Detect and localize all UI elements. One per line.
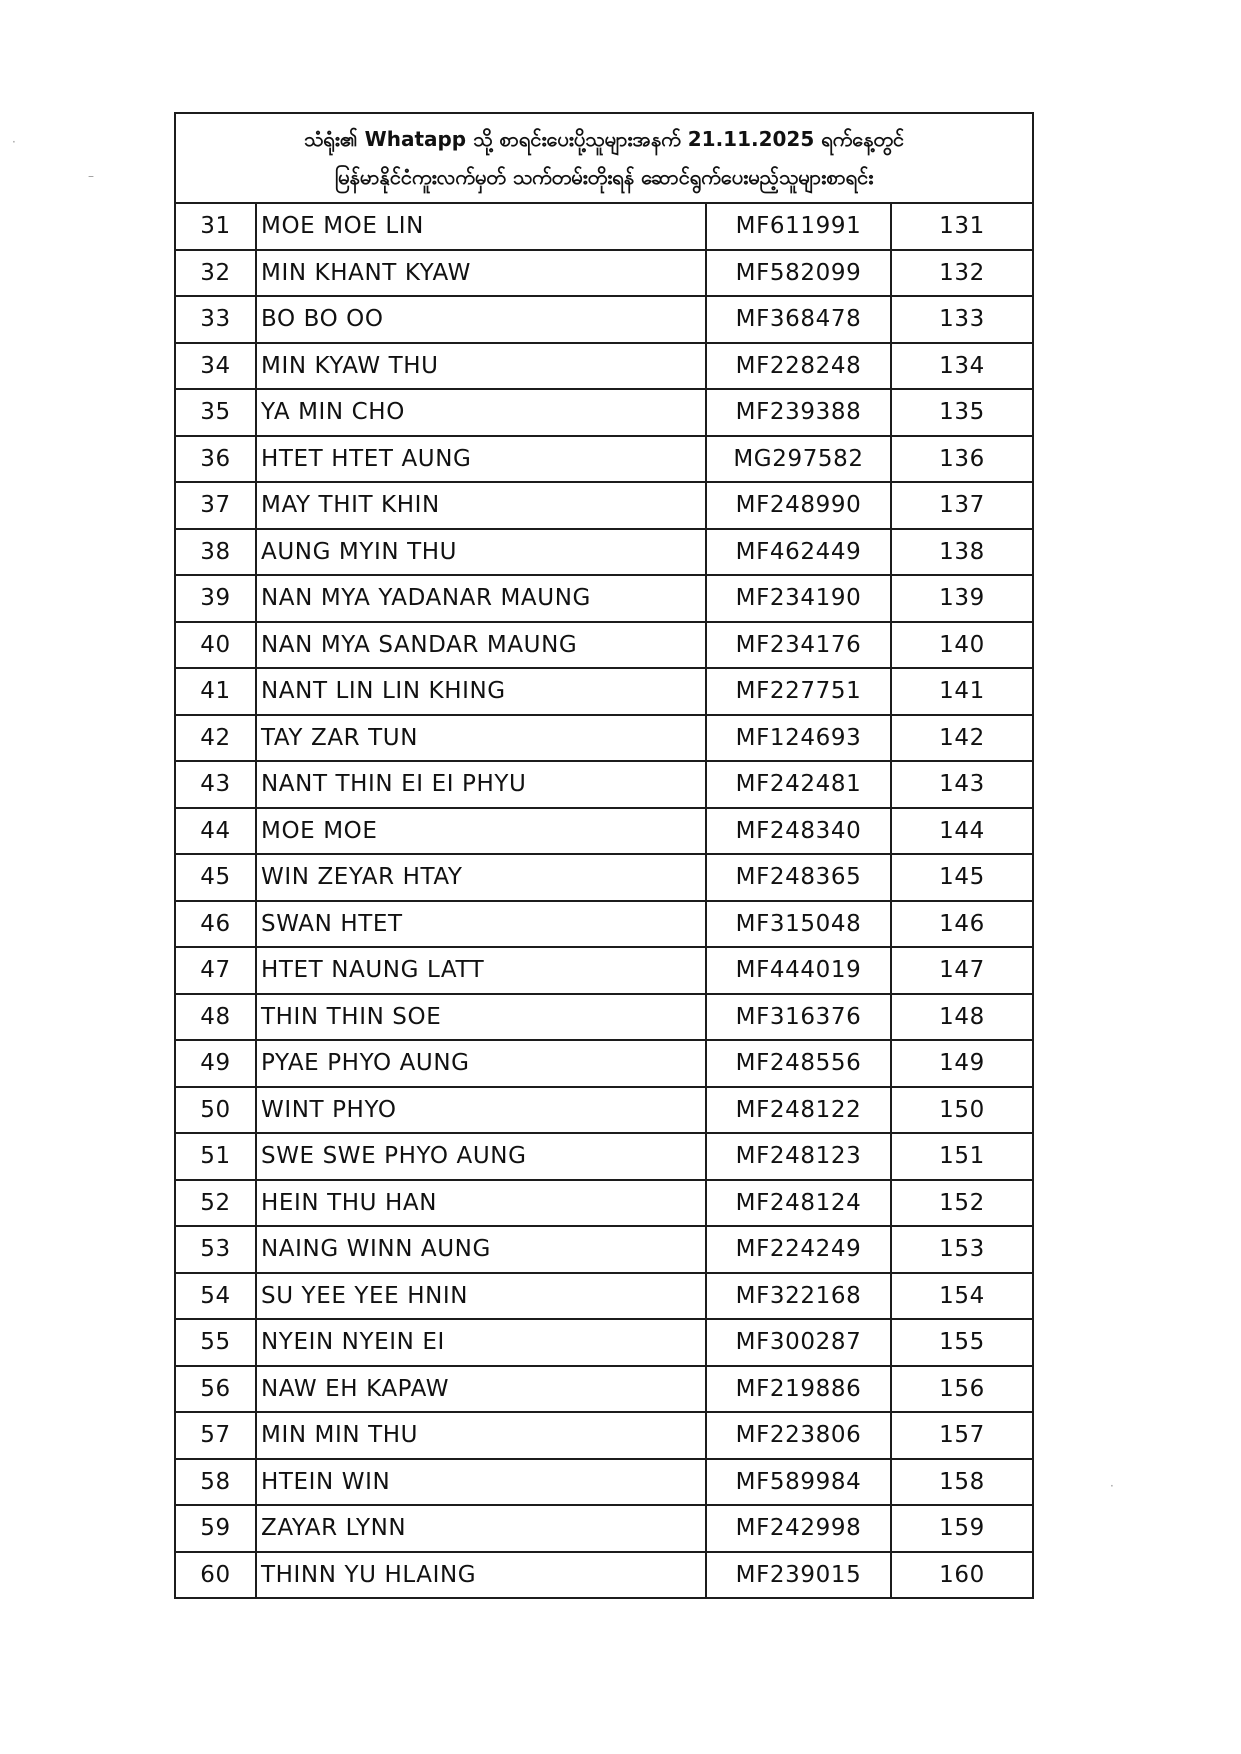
sequence-number: 147 <box>891 947 1033 994</box>
applicant-name: WIN ZEYAR HTAY <box>256 854 706 901</box>
row-number: 40 <box>175 622 256 669</box>
sequence-number: 146 <box>891 901 1033 948</box>
applicant-name: HEIN THU HAN <box>256 1180 706 1227</box>
row-number: 52 <box>175 1180 256 1227</box>
passport-number: MF322168 <box>706 1273 891 1320</box>
passport-number: MF444019 <box>706 947 891 994</box>
applicant-name: SU YEE YEE HNIN <box>256 1273 706 1320</box>
sequence-number: 160 <box>891 1552 1033 1599</box>
applicant-name: MIN KYAW THU <box>256 343 706 390</box>
applicant-name: HTET HTET AUNG <box>256 436 706 483</box>
applicant-name: MIN MIN THU <box>256 1412 706 1459</box>
row-number: 48 <box>175 994 256 1041</box>
passport-number: MF462449 <box>706 529 891 576</box>
passport-number: MF228248 <box>706 343 891 390</box>
sequence-number: 153 <box>891 1226 1033 1273</box>
sequence-number: 145 <box>891 854 1033 901</box>
table-row <box>175 343 1033 390</box>
applicant-name: NANT THIN EI EI PHYU <box>256 761 706 808</box>
passport-number: MF234190 <box>706 575 891 622</box>
sequence-number: 151 <box>891 1133 1033 1180</box>
row-number: 60 <box>175 1552 256 1599</box>
sequence-number: 159 <box>891 1505 1033 1552</box>
row-number: 51 <box>175 1133 256 1180</box>
table-row <box>175 901 1033 948</box>
passport-number: MF316376 <box>706 994 891 1041</box>
sequence-number: 154 <box>891 1273 1033 1320</box>
sequence-number: 141 <box>891 668 1033 715</box>
sequence-number: 155 <box>891 1319 1033 1366</box>
sequence-number: 139 <box>891 575 1033 622</box>
row-number: 55 <box>175 1319 256 1366</box>
applicant-name: NAW EH KAPAW <box>256 1366 706 1413</box>
table-row <box>175 622 1033 669</box>
table-row <box>175 482 1033 529</box>
applicant-name: NAN MYA SANDAR MAUNG <box>256 622 706 669</box>
row-number: 39 <box>175 575 256 622</box>
passport-number: MF248340 <box>706 808 891 855</box>
table-row <box>175 947 1033 994</box>
row-number: 46 <box>175 901 256 948</box>
passport-number: MF248122 <box>706 1087 891 1134</box>
applicant-name: NYEIN NYEIN EI <box>256 1319 706 1366</box>
sequence-number: 135 <box>891 389 1033 436</box>
table-row <box>175 1087 1033 1134</box>
scan-speck: · <box>12 135 16 149</box>
table-body <box>175 113 1033 1598</box>
table-row <box>175 808 1033 855</box>
row-number: 53 <box>175 1226 256 1273</box>
sequence-number: 148 <box>891 994 1033 1041</box>
passport-number: MF300287 <box>706 1319 891 1366</box>
applicant-name: NAN MYA YADANAR MAUNG <box>256 575 706 622</box>
row-number: 43 <box>175 761 256 808</box>
table-row <box>175 1366 1033 1413</box>
passport-number: MF227751 <box>706 668 891 715</box>
sequence-number: 138 <box>891 529 1033 576</box>
applicant-name: AUNG MYIN THU <box>256 529 706 576</box>
table-title-row <box>175 113 1033 203</box>
applicant-name: THIN THIN SOE <box>256 994 706 1041</box>
applicant-name: NAING WINN AUNG <box>256 1226 706 1273</box>
row-number: 37 <box>175 482 256 529</box>
passport-number: MF582099 <box>706 250 891 297</box>
row-number: 44 <box>175 808 256 855</box>
table-row <box>175 994 1033 1041</box>
passport-number: MF248365 <box>706 854 891 901</box>
passport-number: MF219886 <box>706 1366 891 1413</box>
sequence-number: 133 <box>891 296 1033 343</box>
row-number: 42 <box>175 715 256 762</box>
row-number: 56 <box>175 1366 256 1413</box>
passport-number: MG297582 <box>706 436 891 483</box>
passport-number: MF223806 <box>706 1412 891 1459</box>
row-number: 35 <box>175 389 256 436</box>
passport-renewal-table <box>174 112 1034 1599</box>
sequence-number: 157 <box>891 1412 1033 1459</box>
passport-number: MF315048 <box>706 901 891 948</box>
table-row <box>175 296 1033 343</box>
applicant-name: MAY THIT KHIN <box>256 482 706 529</box>
row-number: 49 <box>175 1040 256 1087</box>
row-number: 31 <box>175 203 256 250</box>
table-row <box>175 761 1033 808</box>
applicant-name: NANT LIN LIN KHING <box>256 668 706 715</box>
title-line-1: သံရုံး၏ Whatapp သို့ စာရင်းပေးပို့သူများအနက် 21.11.2025 ရက်နေ့တွင် <box>303 127 905 151</box>
applicant-name: SWAN HTET <box>256 901 706 948</box>
sequence-number: 134 <box>891 343 1033 390</box>
applicant-name: MOE MOE LIN <box>256 203 706 250</box>
row-number: 54 <box>175 1273 256 1320</box>
sequence-number: 143 <box>891 761 1033 808</box>
applicant-name: THINN YU HLAING <box>256 1552 706 1599</box>
applicant-name: ZAYAR LYNN <box>256 1505 706 1552</box>
passport-number: MF248123 <box>706 1133 891 1180</box>
passport-number: MF248124 <box>706 1180 891 1227</box>
sequence-number: 142 <box>891 715 1033 762</box>
applicant-name: BO BO OO <box>256 296 706 343</box>
applicant-name: TAY ZAR TUN <box>256 715 706 762</box>
passport-number: MF242481 <box>706 761 891 808</box>
table-row <box>175 575 1033 622</box>
table-row <box>175 1505 1033 1552</box>
row-number: 34 <box>175 343 256 390</box>
applicant-name: HTEIN WIN <box>256 1459 706 1506</box>
passport-number: MF234176 <box>706 622 891 669</box>
table-row <box>175 1459 1033 1506</box>
row-number: 38 <box>175 529 256 576</box>
row-number: 58 <box>175 1459 256 1506</box>
table-row <box>175 1273 1033 1320</box>
applicant-name: PYAE PHYO AUNG <box>256 1040 706 1087</box>
table-row <box>175 1319 1033 1366</box>
row-number: 41 <box>175 668 256 715</box>
applicant-name: MIN KHANT KYAW <box>256 250 706 297</box>
passport-number: MF239388 <box>706 389 891 436</box>
table-title <box>175 113 1033 203</box>
passport-number: MF124693 <box>706 715 891 762</box>
row-number: 36 <box>175 436 256 483</box>
sequence-number: 132 <box>891 250 1033 297</box>
applicant-name: YA MIN CHO <box>256 389 706 436</box>
table-row <box>175 715 1033 762</box>
sequence-number: 131 <box>891 203 1033 250</box>
applicant-name: SWE SWE PHYO AUNG <box>256 1133 706 1180</box>
scan-speck: – <box>88 169 94 183</box>
passport-number: MF248556 <box>706 1040 891 1087</box>
passport-number: MF368478 <box>706 296 891 343</box>
table-row <box>175 436 1033 483</box>
passport-number: MF589984 <box>706 1459 891 1506</box>
applicant-name: WINT PHYO <box>256 1087 706 1134</box>
sequence-number: 144 <box>891 808 1033 855</box>
row-number: 32 <box>175 250 256 297</box>
title-line-2: မြန်မာနိုင်ငံကူးလက်မှတ် သက်တမ်းတိုးရန် ဆောင်ရွက်ပေးမည့်သူများစာရင်း <box>334 165 874 189</box>
table-row <box>175 1226 1033 1273</box>
sequence-number: 156 <box>891 1366 1033 1413</box>
passport-number: MF239015 <box>706 1552 891 1599</box>
row-number: 50 <box>175 1087 256 1134</box>
row-number: 47 <box>175 947 256 994</box>
table-row <box>175 203 1033 250</box>
row-number: 45 <box>175 854 256 901</box>
table-row <box>175 529 1033 576</box>
sequence-number: 137 <box>891 482 1033 529</box>
sequence-number: 150 <box>891 1087 1033 1134</box>
table-row <box>175 1133 1033 1180</box>
applicant-name: HTET NAUNG LATT <box>256 947 706 994</box>
table-row <box>175 1180 1033 1227</box>
table-row <box>175 1040 1033 1087</box>
passport-number: MF224249 <box>706 1226 891 1273</box>
sequence-number: 152 <box>891 1180 1033 1227</box>
sequence-number: 140 <box>891 622 1033 669</box>
passport-number: MF242998 <box>706 1505 891 1552</box>
row-number: 57 <box>175 1412 256 1459</box>
table-row <box>175 389 1033 436</box>
applicant-name: MOE MOE <box>256 808 706 855</box>
passport-number: MF248990 <box>706 482 891 529</box>
table-row <box>175 668 1033 715</box>
table-row <box>175 1412 1033 1459</box>
row-number: 59 <box>175 1505 256 1552</box>
table-row <box>175 854 1033 901</box>
sequence-number: 158 <box>891 1459 1033 1506</box>
table-row <box>175 250 1033 297</box>
table-row <box>175 1552 1033 1599</box>
sequence-number: 149 <box>891 1040 1033 1087</box>
row-number: 33 <box>175 296 256 343</box>
passport-number: MF611991 <box>706 203 891 250</box>
sequence-number: 136 <box>891 436 1033 483</box>
scan-speck: · <box>1110 1479 1114 1493</box>
